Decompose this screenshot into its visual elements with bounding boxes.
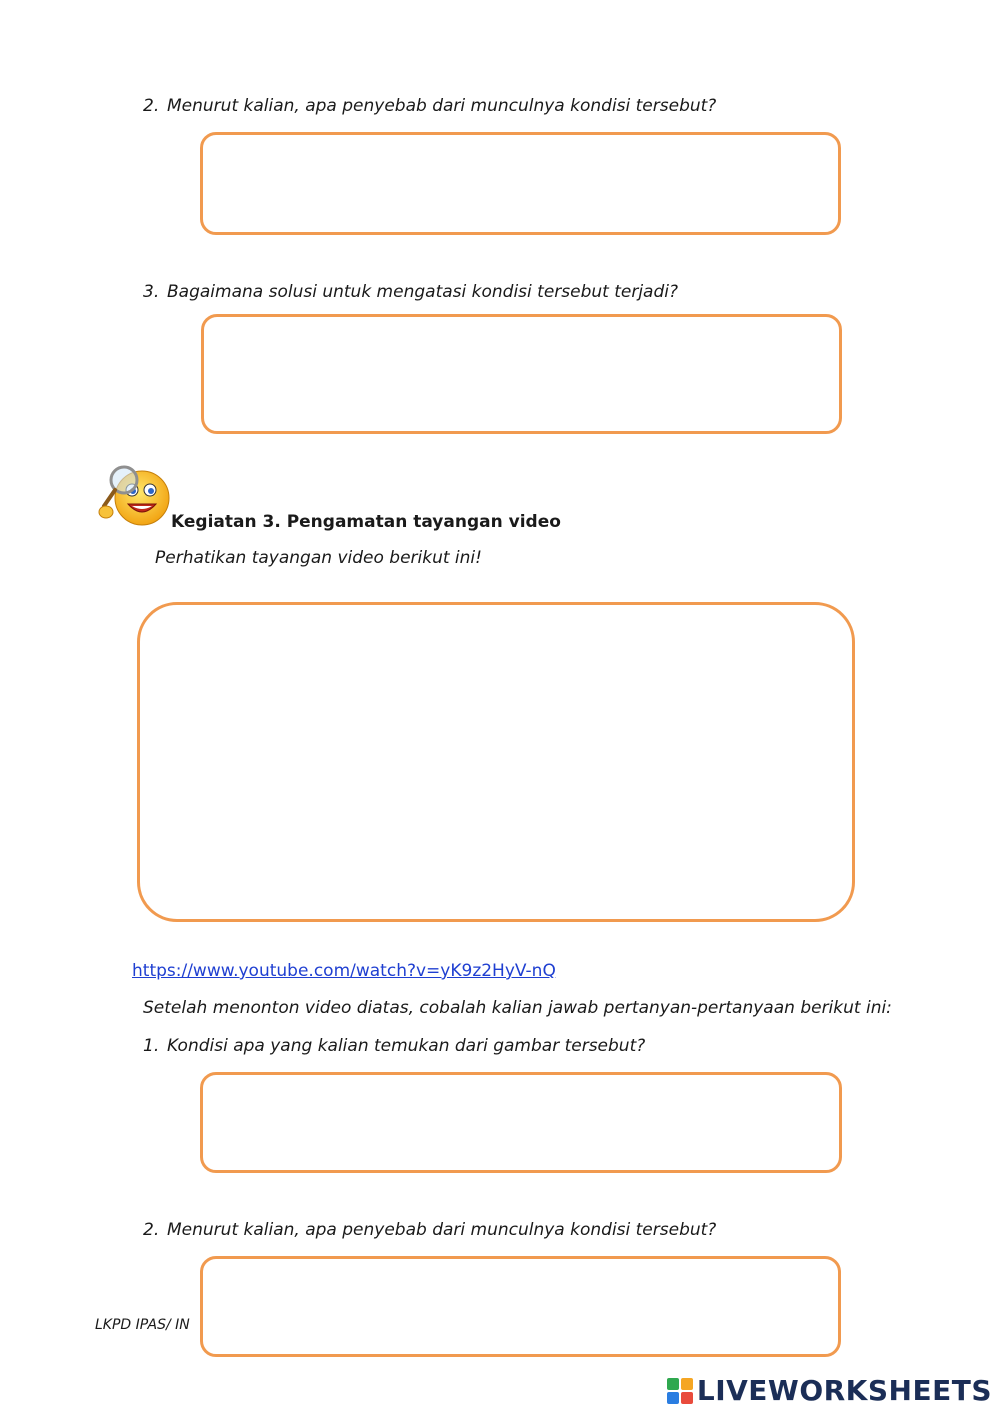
question-number: 3.	[143, 282, 160, 302]
answer-box-top-q2[interactable]	[200, 132, 841, 235]
question-number: 1.	[143, 1036, 160, 1056]
liveworksheets-brand[interactable]	[667, 1374, 992, 1407]
answer-box-top-q3[interactable]	[201, 314, 842, 434]
after-video-instruction: Setelah menonton video diatas, cobalah kalian jawab pertanyan-pertanyaan berikut ini:	[143, 998, 892, 1018]
video-link[interactable]: https://www.youtube.com/watch?v=yK9z2HyV-nQ	[132, 961, 556, 981]
question-2-top	[143, 96, 716, 116]
answer-box-bottom-q2[interactable]	[200, 1256, 841, 1357]
question-1-bottom	[143, 1036, 645, 1056]
question-number: 2.	[143, 1220, 160, 1240]
video-frame[interactable]	[137, 602, 855, 922]
footer-text: LKPD IPAS/ IN	[95, 1317, 190, 1333]
magnifier-smiley-icon	[96, 462, 174, 530]
kegiatan-instruction: Perhatikan tayangan video berikut ini!	[155, 548, 482, 568]
question-2-bottom	[143, 1220, 716, 1240]
question-text: Kondisi apa yang kalian temukan dari gambar tersebut?	[167, 1036, 646, 1056]
answer-box-bottom-q1[interactable]	[200, 1072, 842, 1173]
question-number: 2.	[143, 96, 160, 116]
question-text: Menurut kalian, apa penyebab dari munculnya kondisi tersebut?	[167, 1220, 717, 1240]
question-text: Bagaimana solusi untuk mengatasi kondisi tersebut terjadi?	[167, 282, 679, 302]
liveworksheets-logo-icon	[667, 1378, 693, 1404]
question-3-top	[143, 282, 678, 302]
brand-name: LIVEWORKSHEETS	[696, 1374, 992, 1407]
question-text: Menurut kalian, apa penyebab dari munculnya kondisi tersebut?	[167, 96, 717, 116]
kegiatan-title: Kegiatan 3. Pengamatan tayangan video	[171, 512, 561, 532]
